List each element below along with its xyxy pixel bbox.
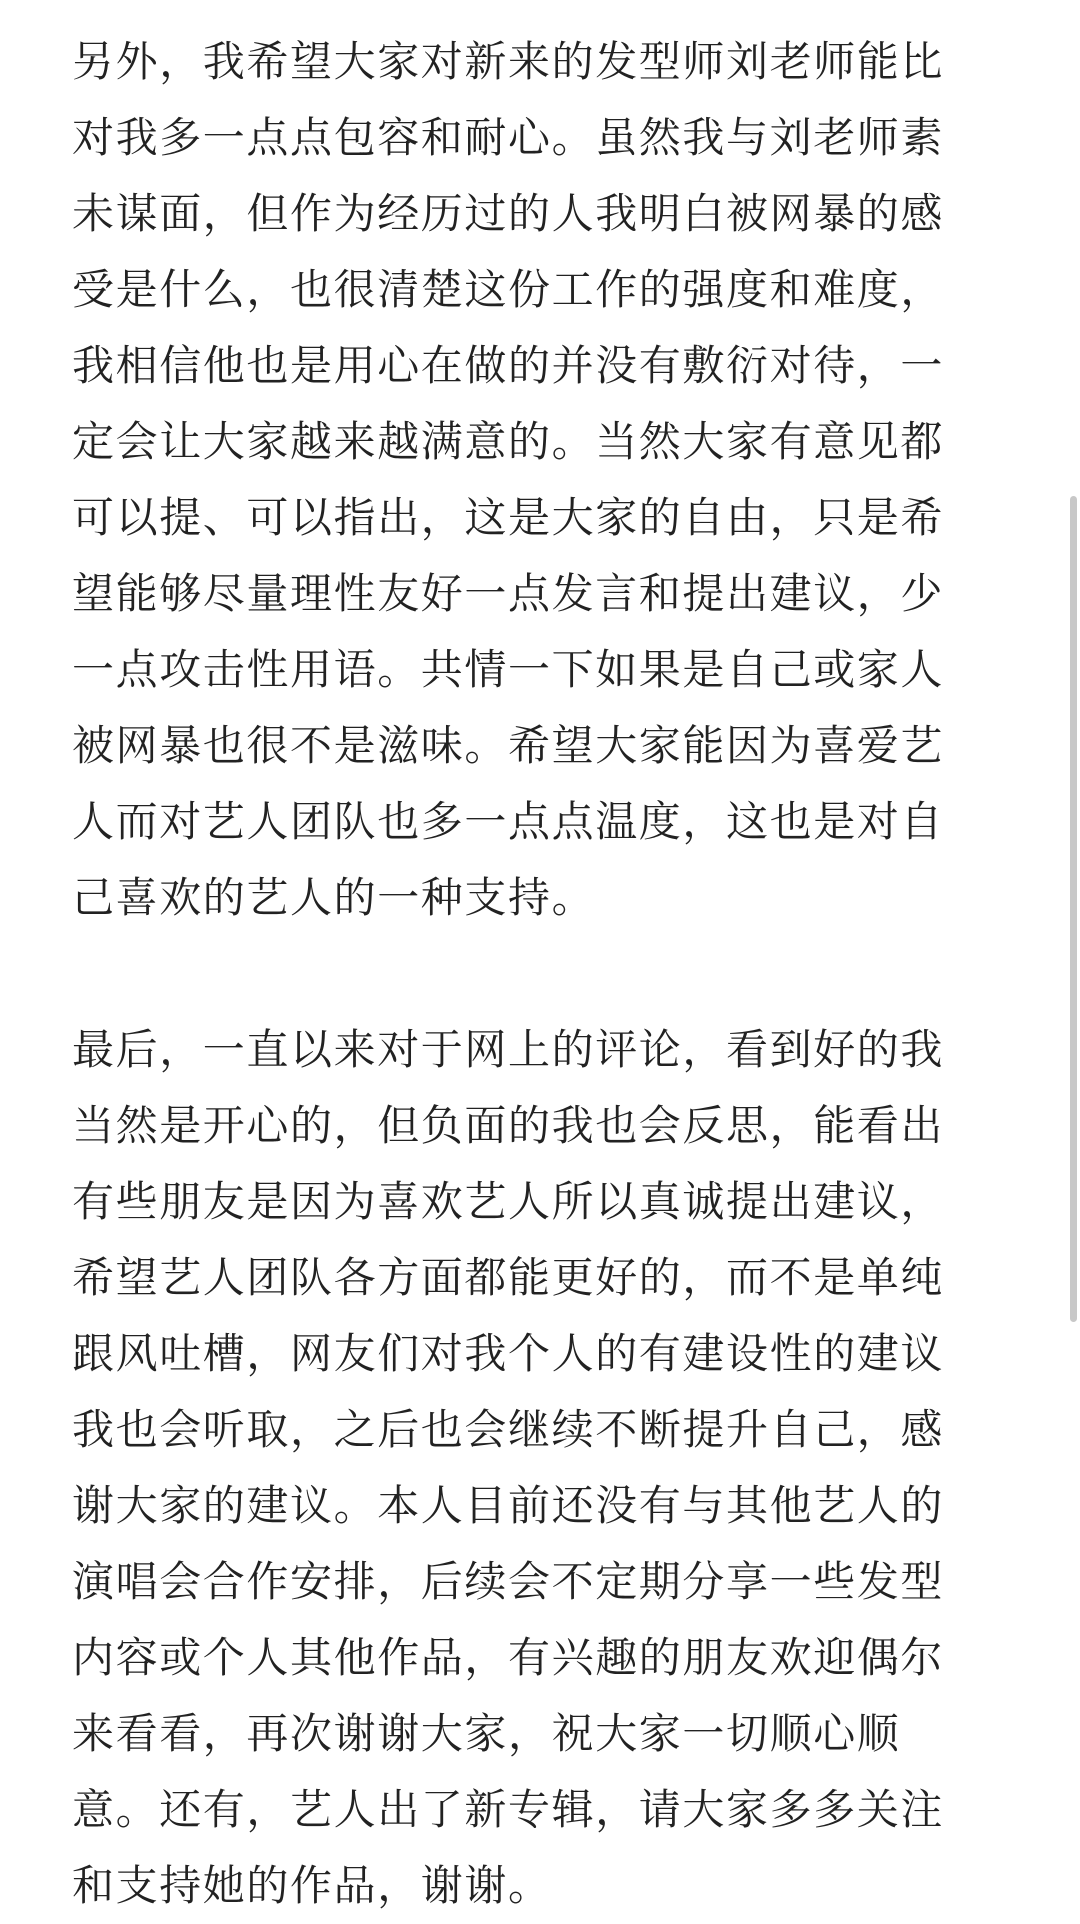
paragraph-1 — [72, 24, 1002, 936]
text-line: 有些朋友是因为喜欢艺人所以真诚提出建议， — [72, 1177, 945, 1226]
text-line: 跟风吐槽，网友们对我个人的有建设性的建议 — [72, 1329, 945, 1378]
text-line: 意。还有，艺人出了新专辑，请大家多多关注 — [72, 1785, 945, 1834]
text-line: 己喜欢的艺人的一种支持。 — [72, 873, 596, 922]
text-line: 最后，一直以来对于网上的评论，看到好的我 — [72, 1025, 945, 1074]
text-line: 受是什么，也很清楚这份工作的强度和难度， — [72, 265, 945, 314]
article-body — [72, 24, 1002, 1924]
text-line: 我相信他也是用心在做的并没有敷衍对待，一 — [72, 341, 945, 390]
paragraph-2 — [72, 1012, 1002, 1924]
text-line: 一点攻击性用语。共情一下如果是自己或家人 — [72, 645, 945, 694]
text-line: 另外，我希望大家对新来的发型师刘老师能比 — [72, 37, 945, 86]
text-line: 望能够尽量理性友好一点发言和提出建议，少 — [72, 569, 945, 618]
text-line: 当然是开心的，但负面的我也会反思，能看出 — [72, 1101, 945, 1150]
vertical-scrollbar[interactable] — [1066, 0, 1080, 1790]
text-line: 被网暴也很不是滋味。希望大家能因为喜爱艺 — [72, 721, 945, 770]
text-line: 希望艺人团队各方面都能更好的，而不是单纯 — [72, 1253, 945, 1302]
text-line: 内容或个人其他作品，有兴趣的朋友欢迎偶尔 — [72, 1633, 945, 1682]
text-line: 定会让大家越来越满意的。当然大家有意见都 — [72, 417, 945, 466]
scrollbar-thumb[interactable] — [1070, 496, 1077, 1322]
text-line: 和支持她的作品，谢谢。 — [72, 1861, 552, 1910]
text-line: 谢大家的建议。本人目前还没有与其他艺人的 — [72, 1481, 945, 1530]
text-line: 可以提、可以指出，这是大家的自由，只是希 — [72, 493, 945, 542]
text-line: 未谋面，但作为经历过的人我明白被网暴的感 — [72, 189, 945, 238]
text-line: 我也会听取，之后也会继续不断提升自己，感 — [72, 1405, 945, 1454]
text-line: 对我多一点点包容和耐心。虽然我与刘老师素 — [72, 113, 945, 162]
text-line: 人而对艺人团队也多一点点温度，这也是对自 — [72, 797, 945, 846]
text-line: 来看看，再次谢谢大家，祝大家一切顺心顺 — [72, 1709, 901, 1758]
text-line: 演唱会合作安排，后续会不定期分享一些发型 — [72, 1557, 945, 1606]
paragraph-spacer — [72, 936, 1002, 1012]
